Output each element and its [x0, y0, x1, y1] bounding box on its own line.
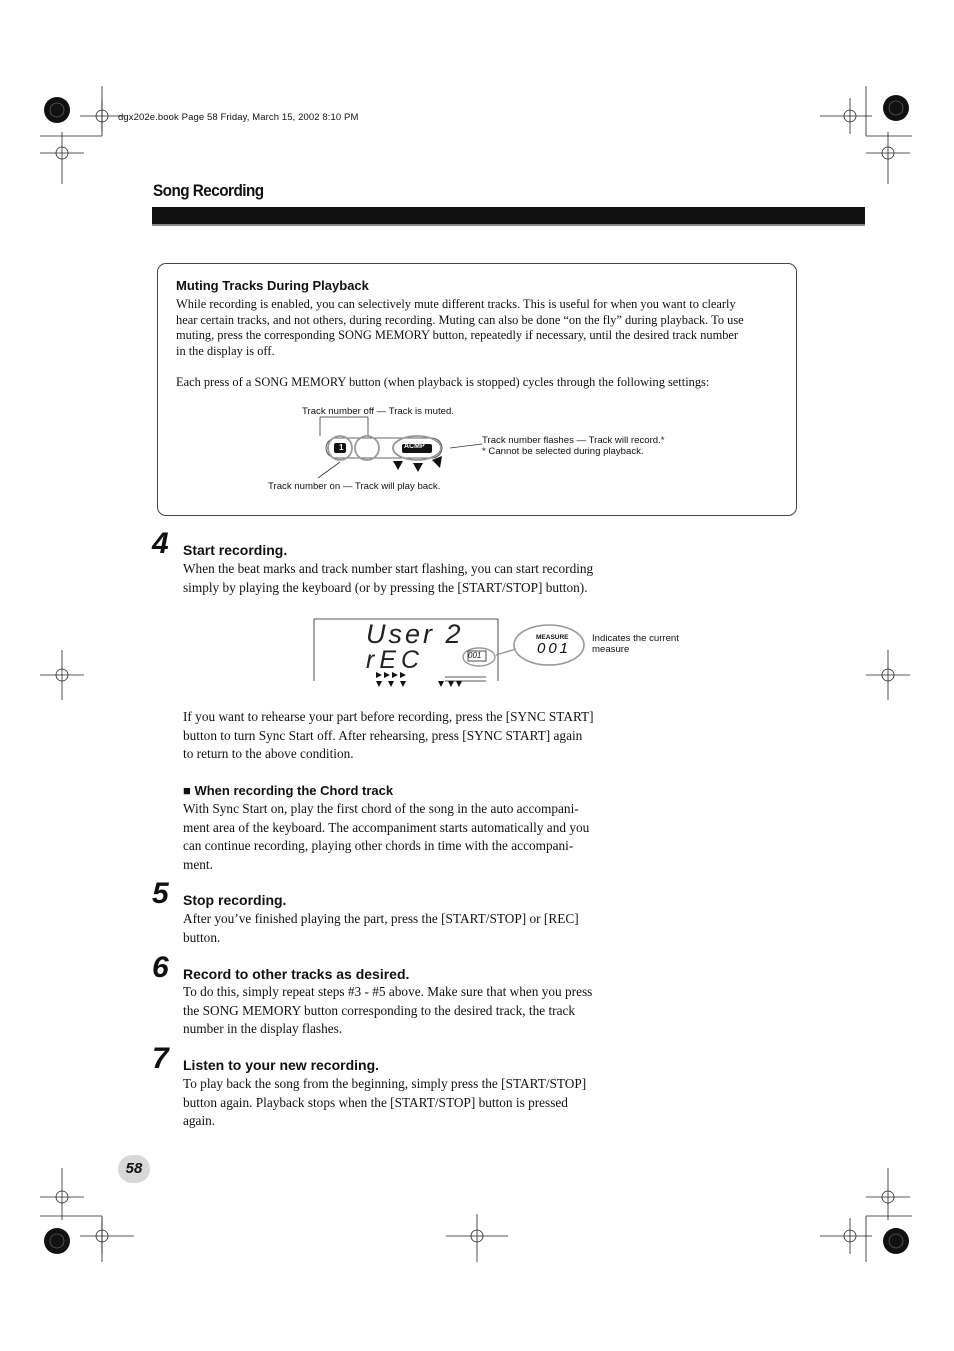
text-line: To play back the song from the beginning, simply press the [START/STOP] [183, 1076, 587, 1091]
step-6-text [183, 983, 628, 1039]
text-line: number in the display flashes. [183, 1021, 343, 1036]
section-title: Song Recording [153, 181, 264, 200]
text-line: can continue recording, playing other chords in time with the accompani- [183, 838, 574, 853]
step-6-number: 6 [152, 951, 169, 984]
step-5-number: 5 [152, 877, 169, 910]
text-line: When the beat marks and track number start flashing, you can start recording [183, 561, 594, 576]
box-paragraph-2: Each press of a SONG MEMORY button (when playback is stopped) cycles through the following settings: [176, 375, 710, 389]
file-info: dgx202e.book Page 58 Friday, March 15, 2002 8:10 PM [118, 112, 359, 123]
label-track-record: Track number flashes — Track will record.* [482, 435, 665, 446]
text-line: ment area of the keyboard. The accompaniment starts automatically and you [183, 819, 590, 835]
acmp-label: ACMP [404, 443, 425, 450]
lcd-line-1: User 2 [366, 619, 464, 649]
text-line: With Sync Start on, play the first chord of the song in the auto accompani- [183, 801, 579, 816]
text-line: To do this, simply repeat steps #3 - #5 above. Make sure that when you press [183, 984, 593, 999]
step-7-number: 7 [152, 1042, 169, 1075]
text-line: button to turn Sync Start off. After rehearsing, press [SYNC START] again [183, 727, 583, 743]
box-paragraph-1 [176, 297, 776, 359]
step-4-text [183, 560, 628, 597]
step-4-number: 4 [152, 527, 169, 560]
measure-annotation-2: measure [592, 644, 630, 655]
track-1-label: 1 [339, 443, 344, 452]
box-line: While recording is enabled, you can selectively mute different tracks. This is useful for when you want to clearly [176, 297, 736, 311]
label-track-muted: Track number off — Track is muted. [302, 406, 454, 417]
text-line: button. [183, 929, 221, 945]
chord-heading: ■ When recording the Chord track [183, 783, 394, 798]
text-line: After you’ve finished playing the part, press the [START/STOP] or [REC] [183, 911, 579, 926]
step-7-text [183, 1075, 628, 1131]
step-6-title: Record to other tracks as desired. [183, 966, 410, 982]
text-line: ment. [183, 856, 213, 872]
lcd-line-2: rEC [366, 646, 425, 674]
text-line: If you want to rehearse your part before recording, press the [SYNC START] [183, 709, 594, 724]
step-5-text [183, 910, 628, 947]
measure-annotation-1: Indicates the current [592, 633, 679, 644]
box-line: muting, press the corresponding SONG MEMORY button, repeatedly if necessary, until the desired track number [176, 328, 739, 343]
text-line: simply by playing the keyboard (or by pressing the [START/STOP] button). [183, 579, 588, 595]
title-bar-shadow [152, 224, 865, 226]
step-5-title: Stop recording. [183, 892, 287, 908]
measure-label: MEASURE [536, 634, 569, 641]
box-line: hear certain tracks, and not others, during recording. Muting can also be done “on the fly” during playback. To use [176, 312, 744, 327]
label-track-play: Track number on — Track will play back. [268, 481, 441, 492]
chord-text [183, 800, 628, 874]
text-line: to return to the above condition. [183, 746, 354, 761]
label-cannot-select: * Cannot be selected during playback. [482, 446, 644, 457]
page-number: 58 [125, 1160, 143, 1177]
lcd-small-measure: 001 [468, 651, 482, 660]
step-7-title: Listen to your new recording. [183, 1057, 380, 1073]
page-number-badge [118, 1155, 150, 1183]
measure-value: 001 [537, 640, 572, 657]
text-line: the SONG MEMORY button corresponding to the desired track, the track [183, 1002, 576, 1018]
text-line: button again. Playback stops when the [START/STOP] button is pressed [183, 1094, 568, 1110]
rehearse-text [183, 708, 628, 764]
text-line: again. [183, 1113, 216, 1128]
box-title: Muting Tracks During Playback [176, 278, 369, 293]
box-line: in the display is off. [176, 343, 275, 358]
step-4-title: Start recording. [183, 542, 288, 558]
title-bar [152, 207, 865, 225]
